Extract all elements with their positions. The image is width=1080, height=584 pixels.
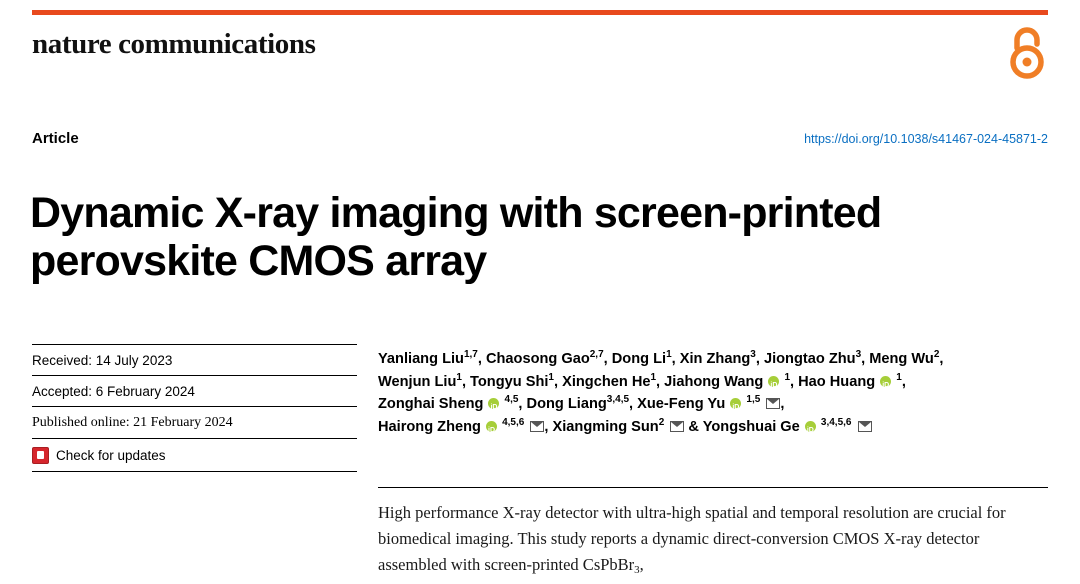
author-line-4: Hairong Zheng iD $^{4,5,6}$ , Xiangming Sun$^2$ & Yongshuai Ge iD $^{3,4,5,6}$ xyxy=(378,416,1048,439)
open-access-icon xyxy=(1004,26,1050,80)
email-icon[interactable] xyxy=(858,421,872,432)
author-line-3: Zonghai Sheng iD $^{4,5}$, Dong Liang$^{3,4,5}$, Xue-Feng Yu iD $^{1,5}$ , xyxy=(378,393,1048,416)
orcid-icon[interactable] xyxy=(488,398,499,409)
crossmark-icon xyxy=(32,447,49,464)
doi-link[interactable]: https://doi.org/10.1038/s41467-024-45871-2 xyxy=(804,132,1048,146)
orcid-icon[interactable] xyxy=(730,398,741,409)
article-type-label: Article xyxy=(32,130,79,147)
publication-info-column xyxy=(32,344,357,472)
top-accent-rule xyxy=(32,10,1048,15)
orcid-icon[interactable] xyxy=(768,376,779,387)
article-meta-row xyxy=(32,130,1048,152)
published-date: Published online: 21 February 2024 xyxy=(32,415,233,430)
check-for-updates-label: Check for updates xyxy=(56,448,166,463)
received-date: Received: 14 July 2023 xyxy=(32,353,173,368)
author-line-2: Wenjun Liu$^1$, Tongyu Shi$^1$, Xingchen He$^1$, Jiahong Wang iD $^1$, Hao Huang iD $^1$, xyxy=(378,371,1048,394)
orcid-icon[interactable] xyxy=(486,421,497,432)
journal-masthead: nature communications xyxy=(32,28,316,60)
author-line-1: Yanliang Liu$^{1,7}$, Chaosong Gao$^{2,7}$, Dong Li$^1$, Xin Zhang$^3$, Jiongtao Zhu$^3$, Meng Wu$^2$, xyxy=(378,349,944,367)
orcid-icon[interactable] xyxy=(880,376,891,387)
accepted-date: Accepted: 6 February 2024 xyxy=(32,384,195,399)
abstract-divider xyxy=(378,487,1048,488)
email-icon[interactable] xyxy=(530,421,544,432)
info-divider-5 xyxy=(32,471,357,472)
email-icon[interactable] xyxy=(670,421,684,432)
page-title: Dynamic X-ray imaging with screen-printed perovskite CMOS array xyxy=(30,188,882,285)
abstract-text: High performance X-ray detector with ultra-high spatial and temporal resolution are crucial for biomedical imaging. This study reports a dynamic direct-conversion CMOS X-ray detector assembled with screen-printed CsPbBr$_3$, xyxy=(378,503,1006,576)
email-icon[interactable] xyxy=(766,398,780,409)
check-for-updates[interactable] xyxy=(32,439,357,471)
author-list xyxy=(378,348,1048,438)
orcid-icon[interactable] xyxy=(805,421,816,432)
